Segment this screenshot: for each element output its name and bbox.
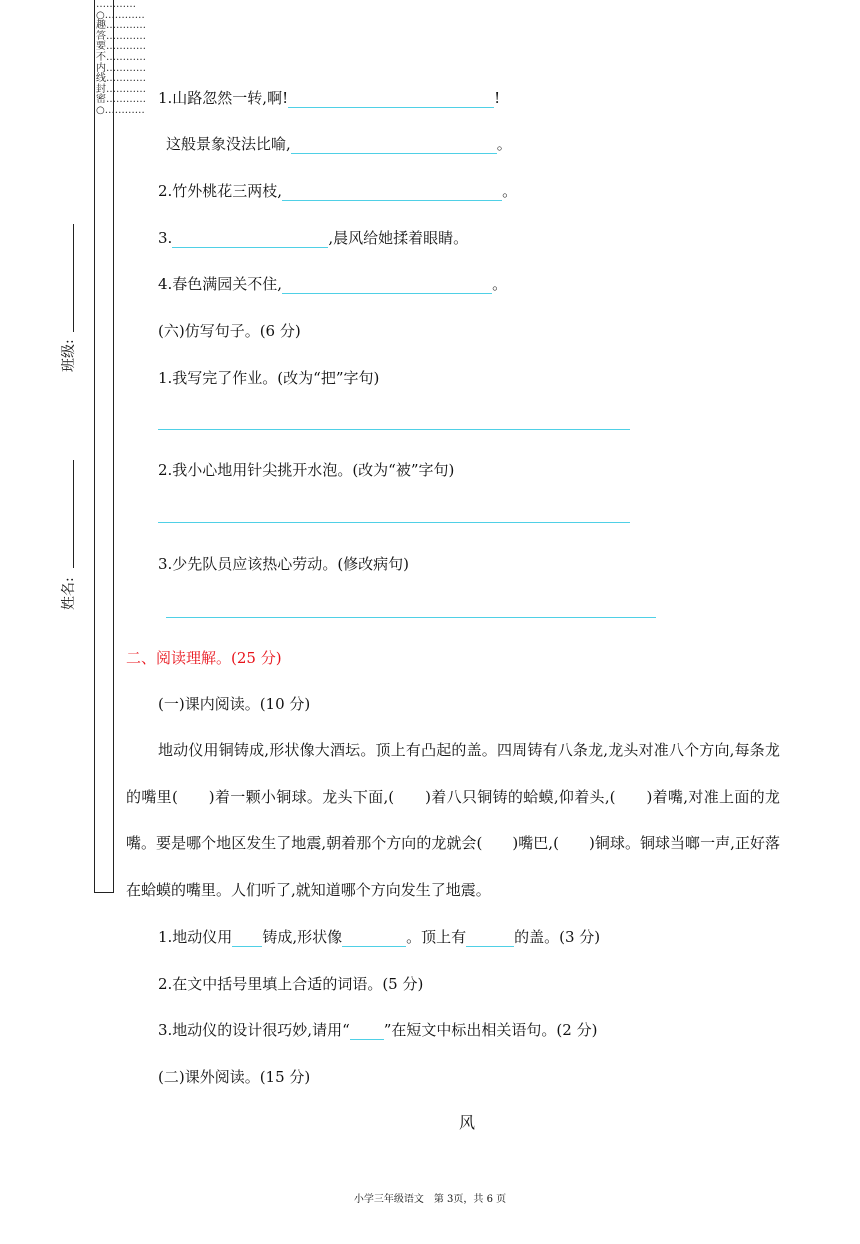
reading-q3-underline-sample — [350, 1023, 384, 1040]
q5-line-1 — [158, 88, 500, 108]
name-label: 姓名: — [61, 577, 77, 610]
q5-line-3 — [158, 181, 517, 201]
inner-reading-title: (一)课内阅读。(10 分) — [158, 695, 311, 713]
reading-section-title: 二、阅读理解。(25 分) — [126, 649, 282, 667]
q5-line-5-prefix: 4.春色满园关不住, — [158, 275, 283, 293]
reading-q3-part-b: ”在短文中标出相关语句。(2 分) — [383, 1021, 598, 1039]
reading-q3 — [158, 1020, 597, 1040]
q5-line-4-prefix: 3. — [158, 229, 173, 247]
reading-q1-part-d: 的盖。(3 分) — [514, 928, 601, 946]
name-field-line — [73, 460, 74, 568]
q6-answer-line-3[interactable] — [166, 617, 656, 618]
reading-q2: 2.在文中括号里填上合适的词语。(5 分) — [158, 975, 424, 993]
q6-sentence-3: 3.少先队员应该热心劳动。(修改病句) — [158, 555, 410, 573]
q5-line-3-suffix: 。 — [502, 182, 518, 200]
poem-title: 风 — [459, 1113, 476, 1132]
q5-line-2-prefix: 这般景象没法比喻, — [166, 135, 291, 153]
binding-margin-text: …………○…………趣…………答…………要…………不…………内…………线…………封…………密…………○………… — [96, 0, 146, 116]
q5-line-2 — [166, 134, 512, 154]
q6-sentence-1: 1.我写完了作业。(改为“把”字句) — [158, 369, 380, 387]
page-footer: 小学三年级语文 第 3页，共 6 页 — [353, 1194, 507, 1205]
reading-q1-part-a: 1.地动仪用 — [158, 928, 233, 946]
reading-q1-blank-2[interactable] — [342, 930, 406, 947]
q5-line-2-suffix: 。 — [496, 135, 512, 153]
reading-q1-blank-3[interactable] — [466, 930, 514, 947]
q5-line-4-suffix: ,晨风给她揉着眼睛。 — [328, 229, 469, 247]
q5-blank-3[interactable] — [282, 184, 502, 201]
reading-q1 — [158, 927, 600, 947]
reading-q1-blank-1[interactable] — [232, 930, 262, 947]
q5-line-5 — [158, 274, 507, 294]
q5-line-3-prefix: 2.竹外桃花三两枝, — [158, 182, 283, 200]
reading-q1-part-c: 。顶上有 — [406, 928, 467, 946]
q5-blank-1[interactable] — [288, 91, 494, 108]
q5-line-1-prefix: 1.山路忽然一转,啊! — [158, 89, 289, 107]
q5-line-5-suffix: 。 — [492, 275, 508, 293]
reading-q1-part-b: 铸成,形状像 — [262, 928, 343, 946]
outer-reading-title: (二)课外阅读。(15 分) — [158, 1068, 311, 1086]
q6-title: (六)仿写句子。(6 分) — [158, 322, 301, 340]
class-label: 班级: — [61, 339, 77, 372]
q5-line-1-suffix: ! — [494, 89, 501, 107]
q6-sentence-2: 2.我小心地用针尖挑开水泡。(改为“被”字句) — [158, 461, 455, 479]
class-field-line — [73, 224, 74, 332]
q5-blank-5[interactable] — [282, 277, 492, 294]
q5-blank-2[interactable] — [291, 137, 497, 154]
q6-answer-line-1[interactable] — [158, 429, 630, 430]
q5-line-4 — [158, 228, 468, 248]
reading-q3-part-a: 3.地动仪的设计很巧妙,请用“ — [158, 1021, 350, 1039]
reading-passage: 地动仪用铜铸成,形状像大酒坛。顶上有凸起的盖。四周铸有八条龙,龙头对准八个方向,每条龙的嘴里( )着一颗小铜球。龙头下面,( )着八只铜铸的蛤蟆,仰着头,( )着嘴,对准上面的龙嘴。要是哪个地区发生了地震,朝着那个方向的龙就会( )嘴巴,( )铜球。铜球当啷一声,正好落在蛤蟆的嘴里。人们听了,就知道哪个方向发生了地震。 — [126, 741, 780, 899]
q6-answer-line-2[interactable] — [158, 522, 630, 523]
q5-blank-4[interactable] — [172, 231, 328, 248]
